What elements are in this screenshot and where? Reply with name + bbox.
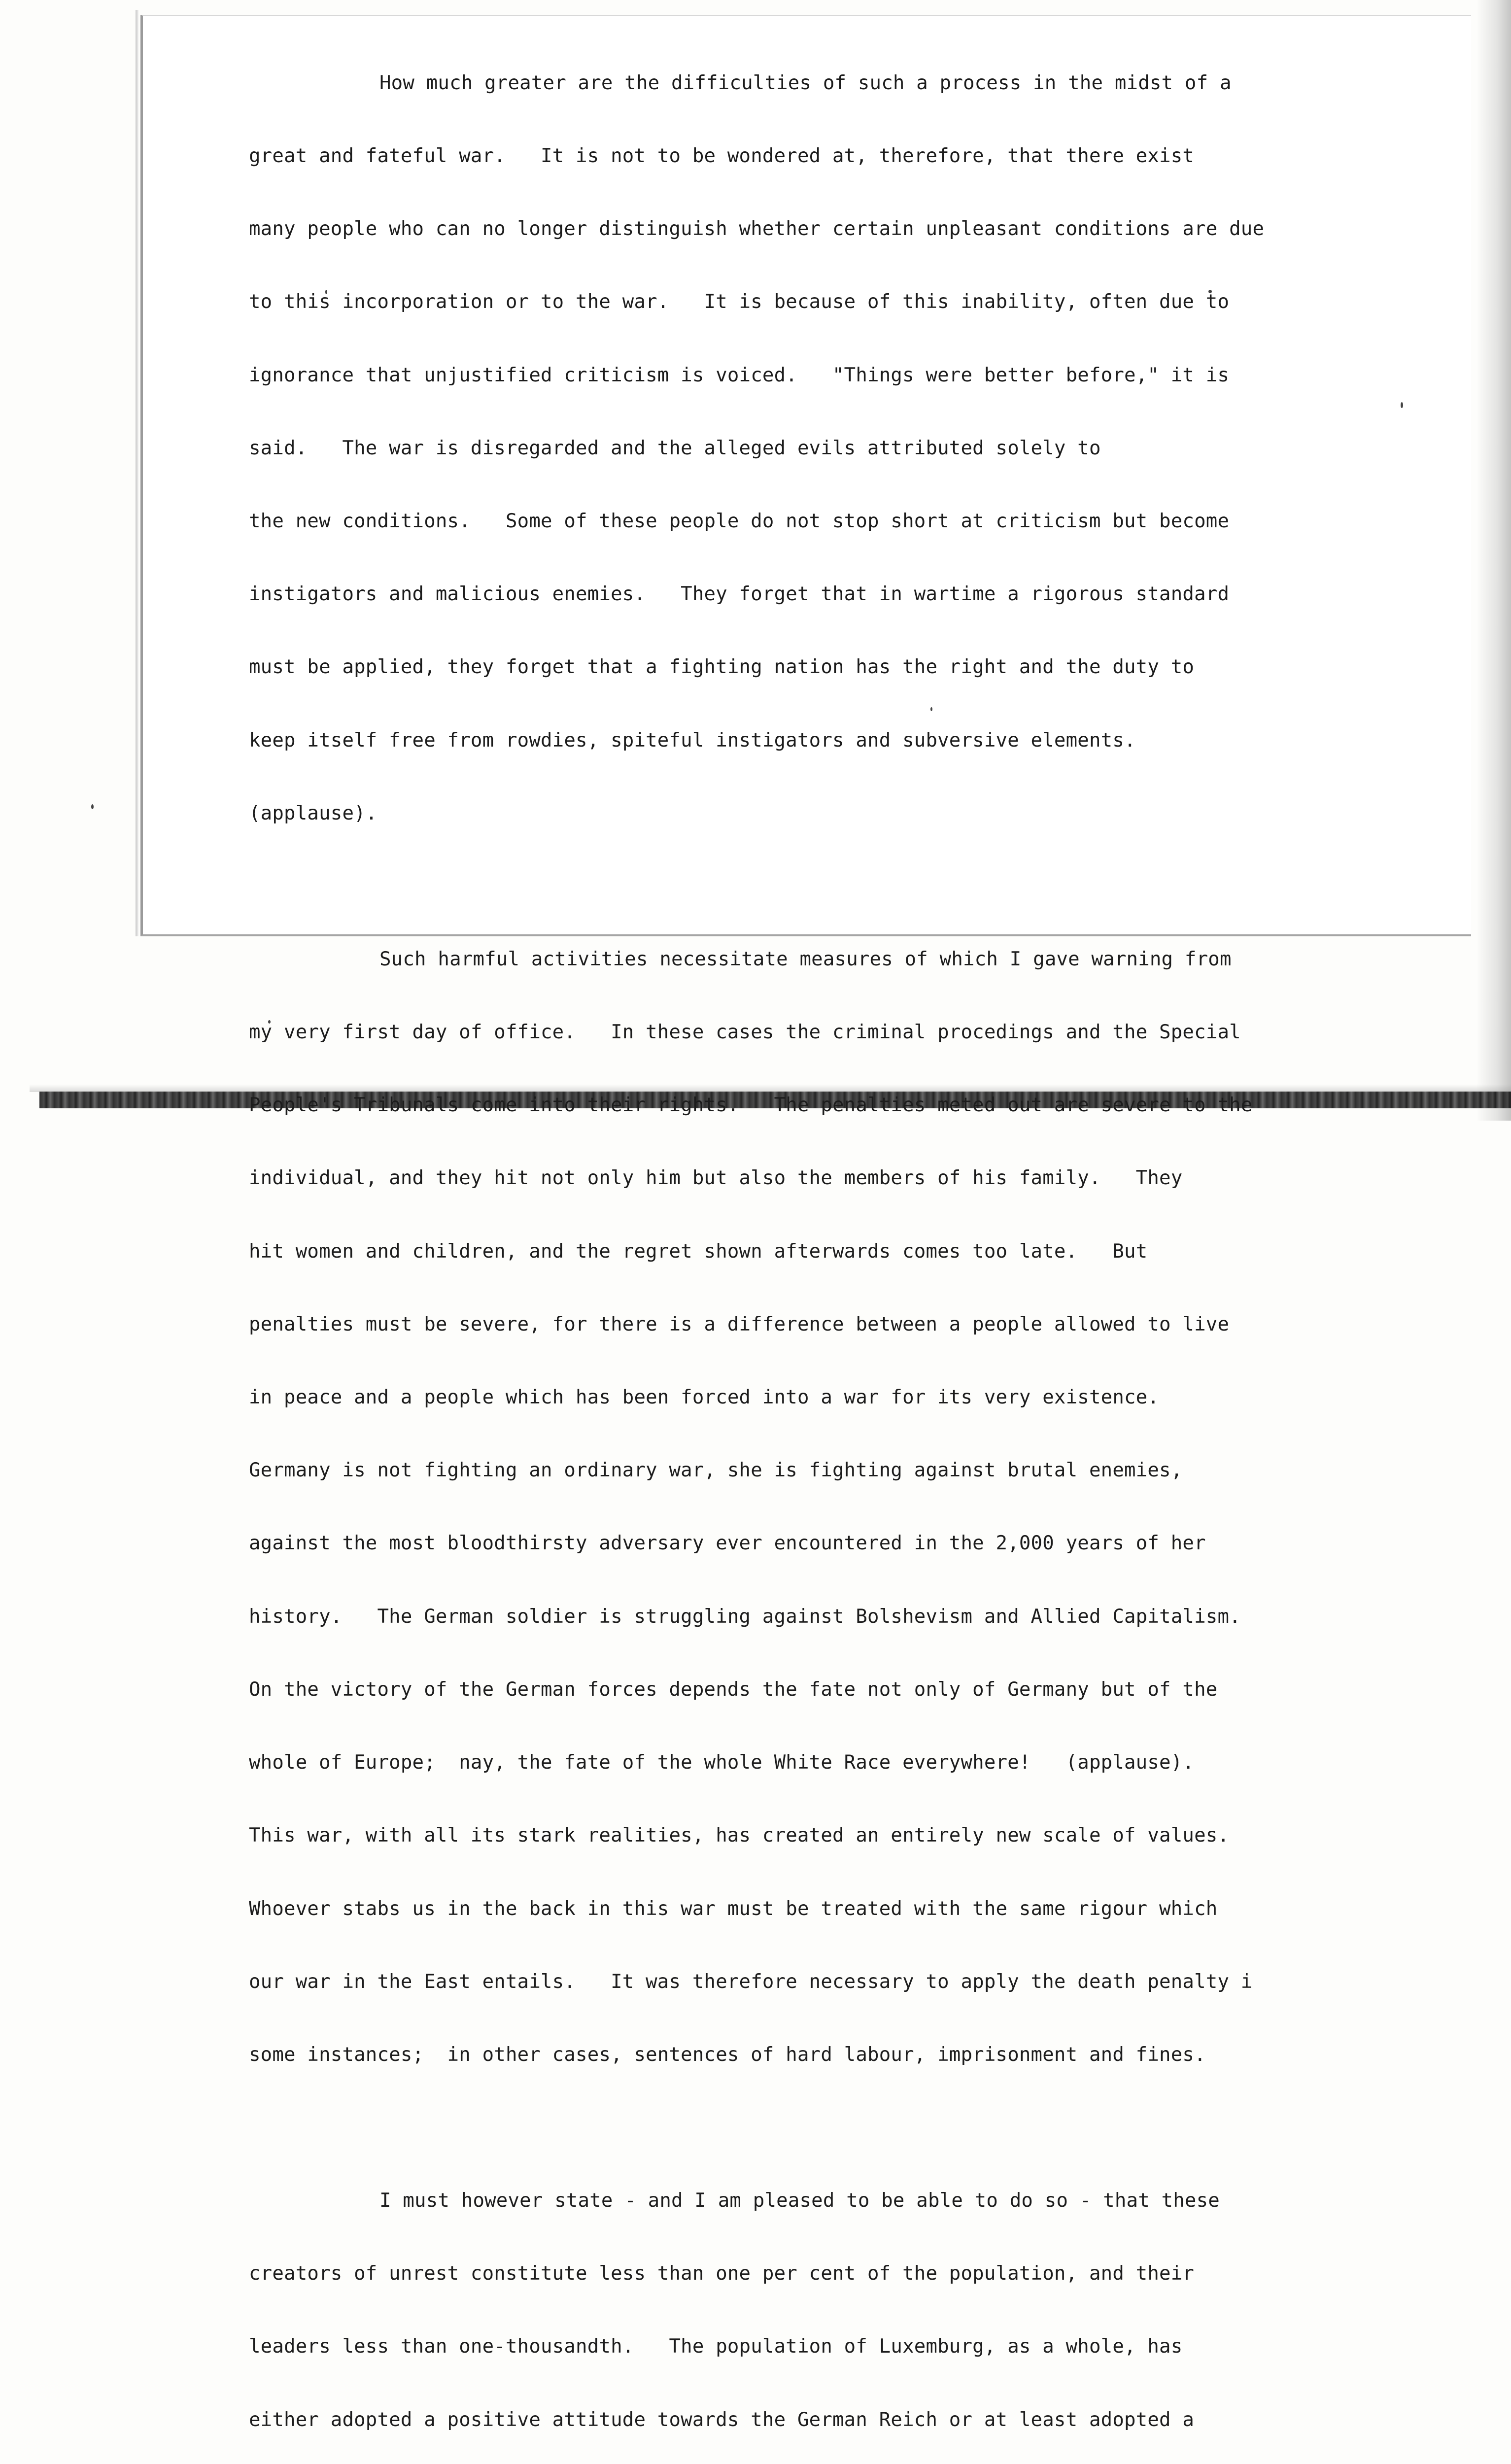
text-line: People's Tribunals come into their rights. The penalties meted out are severe to the <box>249 1094 1253 1117</box>
typewritten-text <box>249 22 1353 2464</box>
text-line: How much greater are the difficulties of such a process in the midst of a <box>379 71 1232 94</box>
text-line: my very first day of office. In these cases the criminal procedings and the Special <box>249 1021 1241 1044</box>
paragraph-1 <box>249 22 1353 874</box>
text-line: in peace and a people which has been forced into a war for its very existence. <box>249 1386 1160 1409</box>
scan-edge-smudge <box>1477 0 1511 1121</box>
scan-speck <box>1401 402 1403 408</box>
page-edge-shadow <box>136 10 138 936</box>
text-line: history. The German soldier is struggling against Bolshevism and Allied Capitalism. <box>249 1605 1241 1628</box>
text-line: On the victory of the German forces depends the fate not only of Germany but of the <box>249 1678 1218 1701</box>
text-line: This war, with all its stark realities, has created an entirely new scale of values. <box>249 1824 1230 1847</box>
paragraph-3 <box>249 2140 1353 2464</box>
text-line: Such harmful activities necessitate measures of which I gave warning from <box>379 948 1232 970</box>
text-line: our war in the East entails. It was therefore necessary to apply the death penalty i <box>249 1970 1253 1993</box>
scan-speck <box>91 804 94 809</box>
text-line: (applause). <box>249 802 378 824</box>
text-line: said. The war is disregarded and the alleged evils attributed solely to <box>249 437 1101 459</box>
text-line: many people who can no longer distinguish whether certain unpleasant conditions are due <box>249 218 1265 240</box>
text-line: keep itself free from rowdies, spiteful instigators and subversive elements. <box>249 729 1136 752</box>
text-line: whole of Europe; nay, the fate of the whole White Race everywhere! (applause). <box>249 1751 1195 1774</box>
text-line: the new conditions. Some of these people do not stop short at criticism but become <box>249 510 1230 533</box>
text-line: instigators and malicious enemies. They forget that in wartime a rigorous standard <box>249 583 1230 606</box>
text-line: creators of unrest constitute less than one per cent of the population, and their <box>249 2262 1195 2285</box>
text-line: to this incorporation or to the war. It is because of this inability, often due to <box>249 291 1230 313</box>
text-line: must be applied, they forget that a fighting nation has the right and the duty to <box>249 656 1195 679</box>
text-line: individual, and they hit not only him but also the members of his family. They <box>249 1167 1183 1190</box>
text-line: Whoever stabs us in the back in this war must be treated with the same rigour which <box>249 1897 1218 1920</box>
text-line: leaders less than one-thousandth. The population of Luxemburg, as a whole, has <box>249 2335 1183 2358</box>
text-line: ignorance that unjustified criticism is voiced. "Things were better before," it is <box>249 364 1230 386</box>
text-line: either adopted a positive attitude towards the German Reich or at least adopted a <box>249 2408 1195 2431</box>
text-line: against the most bloodthirsty adversary ever encountered in the 2,000 years of her <box>249 1532 1206 1555</box>
paragraph-2 <box>249 898 1353 2116</box>
text-line: I must however state - and I am pleased to be able to do so - that these <box>379 2189 1220 2212</box>
text-line: great and fateful war. It is not to be wondered at, therefore, that there exist <box>249 145 1195 168</box>
text-line: penalties must be severe, for there is a difference between a people allowed to live <box>249 1313 1230 1335</box>
text-line: some instances; in other cases, sentences of hard labour, imprisonment and fines. <box>249 2043 1206 2066</box>
text-line: Germany is not fighting an ordinary war, she is fighting against brutal enemies, <box>249 1459 1183 1482</box>
text-line: hit women and children, and the regret shown afterwards comes too late. But <box>249 1240 1148 1263</box>
